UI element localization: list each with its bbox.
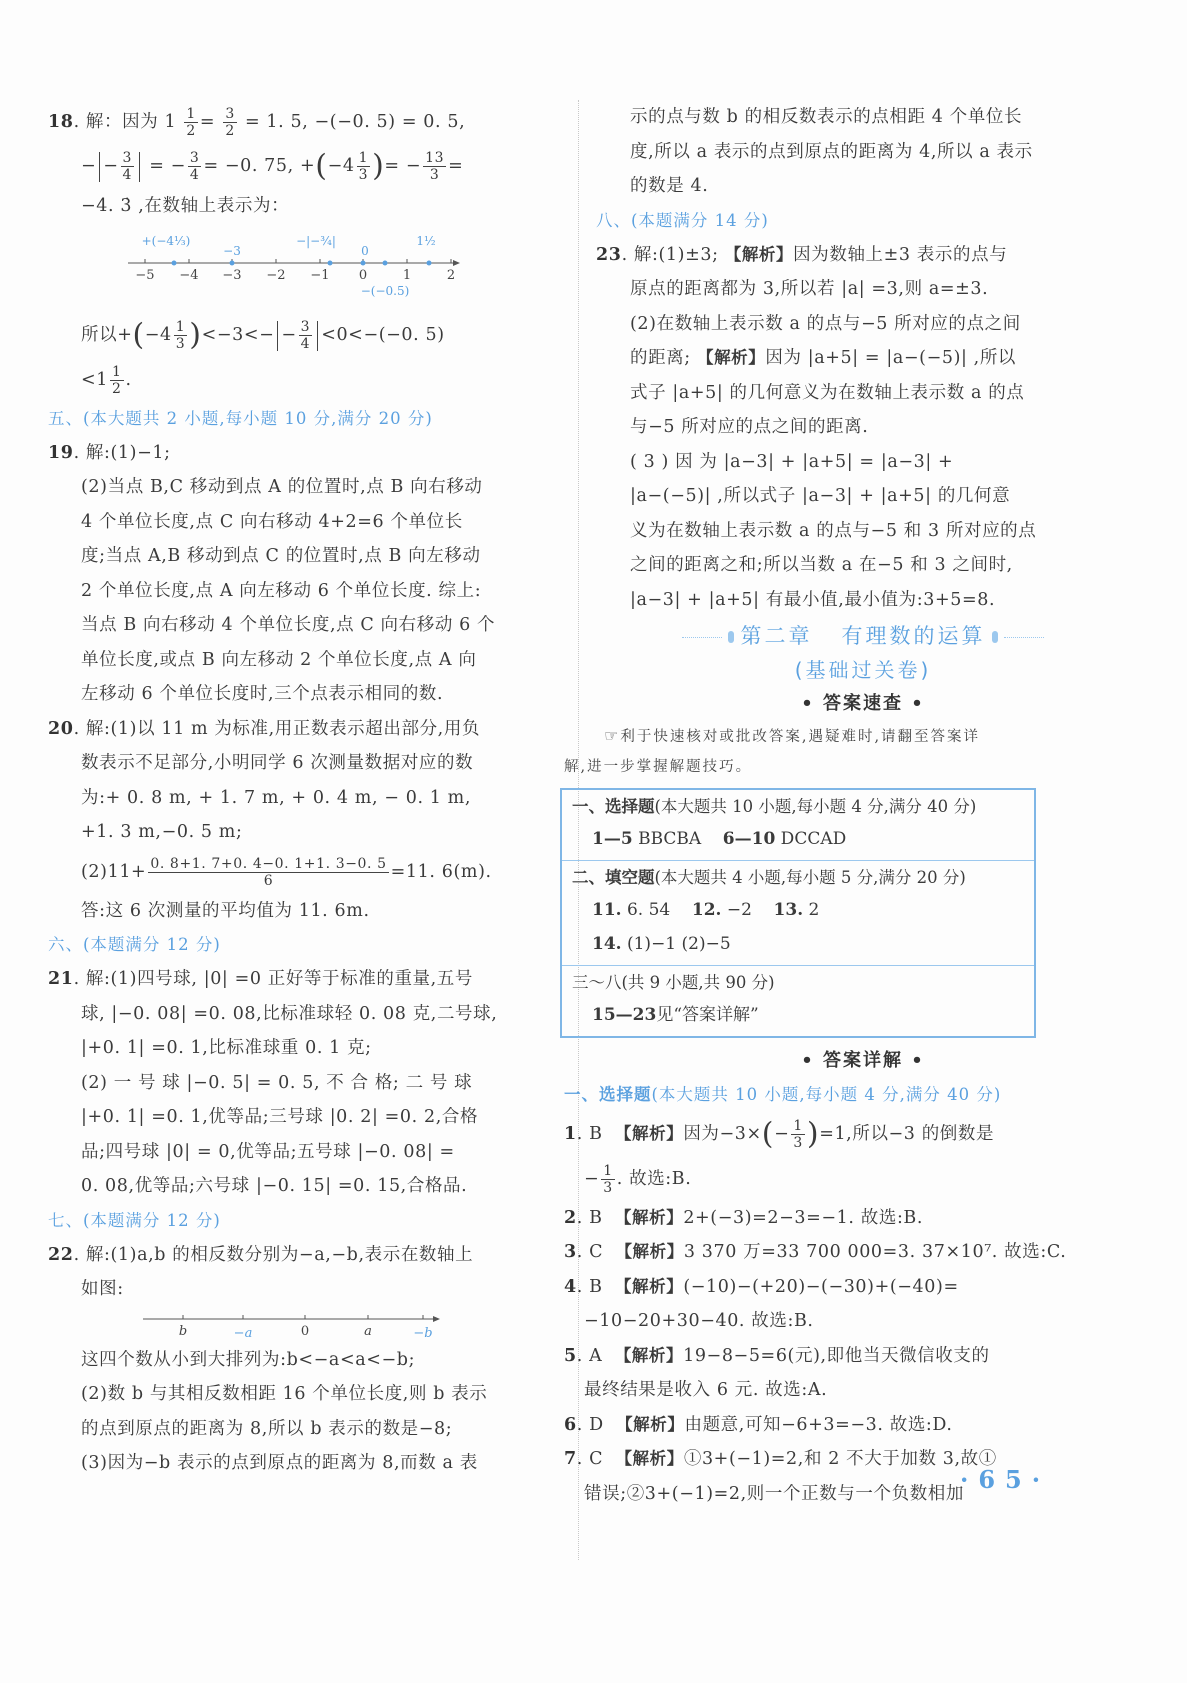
decorative-pill [728,631,734,643]
text: ①3+(−1)=2,和 2 不大于加数 3,故① [683,1449,997,1469]
answer-row-choice [562,790,1034,861]
svg-text:−a: −a [233,1325,253,1341]
fraction [423,150,446,183]
question-number: 1 [564,1124,577,1144]
svg-text:0: 0 [300,1323,310,1339]
question-number: 3 [564,1242,577,1262]
detail-item-5-cont: 最终结果是收入 6 元. 故选:A. [584,1380,828,1400]
question-number: 4 [564,1276,577,1297]
svg-text:+(−4⅓): +(−4⅓) [141,234,191,248]
q23-line: 原点的距离都为 3,所以若 |a| =3,则 a=±3. [630,279,989,299]
svg-text:0: 0 [361,244,369,258]
right-column [564,100,1122,1511]
detail-item-7-cont: 错误;②3+(−1)=2,则一个正数与一个负数相加 [584,1483,965,1504]
row-answers [572,893,1024,927]
question-number: 7 [564,1449,577,1469]
q19-line: 4 个单位长度,点 C 向右移动 4+2=6 个单位长 [81,511,463,532]
question-number: 22 [48,1244,74,1265]
answer-letter: . C [576,1449,604,1469]
number-line-q18 [108,223,556,313]
q23-line1 [596,238,1122,273]
q21-line: 品;四号球 |0| = 0,优等品;五号球 |−0. 08| = [81,1141,455,1162]
q20-calc [48,850,556,894]
svg-text:b: b [178,1323,188,1339]
text: . 解:(1)−1; [73,442,171,463]
fraction [601,1163,615,1196]
text: 因为−3× [683,1124,762,1144]
chapter-title [604,619,1122,653]
fraction [184,106,198,139]
fraction [791,1118,805,1151]
text: − [81,156,97,176]
denominator: 2 [225,123,235,139]
fraction [188,150,202,183]
row-header: 三～八(共 9 小题,共 90 分) [572,973,775,992]
numerator: 1 [186,106,196,122]
detail-item-1: 1. B 【解析】因为−3×(− $\frac{1}{3}$ )=1,所以−3 的倒数是 [564,1116,995,1152]
answer-row-solve [562,966,1034,1036]
svg-text:−3: −3 [222,268,242,283]
answer-value: DCCAD [775,829,847,849]
denominator: 2 [186,123,196,139]
range-label: 6—10 [722,829,776,849]
svg-text:−|−¾|: −|−¾| [296,234,336,248]
text: (−10)−(+20)−(−30)+(−40)= [683,1276,959,1297]
fraction [121,150,135,183]
range-label: 15—23 [592,1005,657,1025]
numerator: 1 [358,150,369,166]
q23-line [604,341,1122,376]
text: 由题意,可知−6+3=−3. 故选:D. [684,1414,953,1435]
svg-text:−5: −5 [135,268,155,283]
q-label: 14. [592,934,622,954]
denominator: 3 [358,167,369,183]
section-type: 一、选择题 [564,1085,652,1104]
fraction [174,319,188,352]
q21-line1 [48,962,556,997]
q22-line: (3)因为−b 表示的点到原点的距离为 8,而数 a 表 [81,1453,478,1473]
text: . 解:(1)以 11 m 为标准,用正数表示超出部分,用负 [73,718,481,739]
q19-line: 左移动 6 个单位长度时,三个点表示相同的数. [81,684,444,704]
q-label: 12. [691,900,722,920]
analysis-label: 【解析】 [616,1414,685,1434]
q22-cont-line: 的数是 4. [630,176,709,196]
section-header-7: 七、(本题满分 12 分) [48,1210,221,1230]
question-number: 19 [48,442,74,463]
q18-line1 [48,100,556,144]
answer-value: 6. 54 [621,900,671,920]
answer-value: BBCBA [632,829,702,849]
svg-text:0: 0 [358,268,368,283]
chapter-name: 有理数的运算 [841,624,986,648]
detail-item-2 [564,1201,1122,1236]
text: . 解:(1)a,b 的相反数分别为−a,−b,表示在数轴上 [73,1244,474,1265]
text: −4 [144,325,172,345]
svg-text:2: 2 [446,268,456,283]
text: . 解：因为 1 [73,112,177,132]
q18-line3: −4. 3̇ ,在数轴上表示为： [81,195,290,216]
numerator: 3 [189,150,200,166]
analysis-label: 【解析】 [614,1276,684,1296]
row-header [572,792,1024,822]
denominator: 3 [603,1179,613,1196]
q20-line: +1. 3 m,−0. 5 m; [81,822,243,842]
text: 3 370 万=33 700 000=3. 37×10⁷. 故选:C. [683,1242,1067,1262]
analysis-label: 【解析】 [614,1124,684,1143]
q18-line5 [48,358,556,402]
text: 因为 |a+5| = |a−(−5)| ,所以 [765,348,1017,368]
question-number: 18 [48,112,74,132]
section-info: (本大题共 10 小题,每小题 4 分,满分 40 分) [651,1085,1002,1104]
detail-item-4-cont: −10−20+30−40. 故选:B. [584,1311,814,1331]
q23-line: |a−(−5)| ,所以式子 |a−3| + |a+5| 的几何意 [630,486,1011,506]
q19-line: 单位长度,或点 B 向左移动 2 个单位长度,点 A 向 [81,649,477,670]
text: . 解:(1)±3; [621,244,725,265]
numerator: 1 [603,1162,613,1179]
section-info: (本大题共 10 小题,每小题 4 分,满分 40 分) [654,797,977,816]
text: −4 [327,156,355,176]
detail-item-6 [564,1408,1122,1443]
q22-line: 如图: [81,1279,124,1299]
text: <1 [81,369,108,390]
answer-letter: . B [576,1124,603,1144]
pointing-hand-icon: ☞ [604,726,621,745]
analysis-label: 【解析】 [615,1242,684,1261]
q19-line: 2 个单位长度,点 A 向左移动 6 个单位长度. 综上: [81,580,482,601]
answer-value: (1)−1 (2)−5 [621,934,731,954]
numerator: 13 [425,150,445,166]
denominator: 6 [263,872,274,889]
analysis-label: 【解析】 [696,348,766,367]
svg-text:1: 1 [402,268,412,283]
q23-line: |a−3| + |a+5| 有最小值,最小值为:3+5=8. [630,589,996,610]
row-answers [572,822,1024,856]
question-number: 2 [564,1207,577,1228]
numerator: 1 [112,363,122,380]
section-header-5: 五、(本大题共 2 小题,每小题 10 分,满分 20 分) [48,408,433,428]
decorative-dash [682,637,722,638]
denominator: 4 [189,167,200,183]
denominator: 3 [793,1135,803,1151]
q22-line: 这四个数从小到大排列为:b<−a<a<−b; [81,1349,416,1370]
text: = [199,112,216,132]
q21-line: |+0. 1| =0. 1,优等品;三号球 |0. 2| =0. 2,合格 [81,1107,479,1127]
answer-summary-table [560,788,1036,1038]
section-header-6: 六、(本题满分 12 分) [48,935,221,954]
answer-letter: . B [576,1276,603,1297]
denominator: 2 [112,380,122,397]
answer-letter: . A [576,1345,603,1366]
number-line-svg [138,1307,448,1343]
q22-line: (2)数 b 与其相反数相距 16 个单位长度,则 b 表示 [81,1384,488,1404]
abs-bar [139,152,140,182]
detail-section-header [564,1078,1122,1112]
analysis-label: 【解析】 [614,1345,684,1365]
q20-line: 数表示不足部分,小明同学 6 次测量数据对应的数 [81,753,474,773]
q23-line: 与−5 所对应的点之间的距离. [630,417,869,437]
answer-letter: . B [576,1207,603,1228]
text: 利于快速核对或批改答案,遇疑难时,请翻至答案详 [620,729,981,745]
text: (2)11+ [81,861,147,882]
q22-line1 [48,1238,556,1273]
denominator: 4 [300,336,311,352]
q22-line: 的点到原点的距离为 8,所以 b 表示的数是−8; [81,1418,453,1439]
decorative-dash [1004,637,1044,638]
detail-item-4 [564,1270,1122,1305]
section-info: (本大题共 4 小题,每小题 5 分,满分 20 分) [654,868,966,887]
q23-line: (2)在数轴上表示数 a 的点与−5 所对应的点之间 [630,313,1021,334]
question-number: 23 [596,244,622,265]
denominator: 3 [175,336,186,352]
chapter-subtitle: (基础过关卷) [794,658,932,682]
fraction [148,856,388,889]
question-number: 6 [564,1414,577,1435]
fraction [299,319,313,352]
q23-line: 式子 |a+5| 的几何意义为在数轴上表示数 a 的点 [630,382,1025,403]
abs-bar [99,152,100,182]
analysis-label: 【解析】 [724,244,794,264]
decorative-pill [992,631,998,643]
text: =1,所以−3 的倒数是 [819,1124,995,1144]
q23-line: 义为在数轴上表示数 a 的点与−5 和 3 所对应的点 [630,520,1037,541]
answer-value: −2 [721,900,752,920]
numerator: 0. 8+1. 7+0. 4−0. 1+1. 3−0. 5 [150,855,387,872]
left-column [48,100,556,1481]
quick-answers-heading: • 答案速查 • [801,693,925,714]
q-label: 11. [592,900,622,920]
text: = − [149,156,186,176]
text: 19−8−5=6(元),即他当天微信收支的 [683,1345,990,1366]
question-number: 21 [48,969,74,989]
svg-text:−4: −4 [179,268,199,283]
q20-line: 为:+ 0. 8 m, + 1. 7 m, + 0. 4 m, − 0. 1 m, [81,787,472,808]
row-header [572,863,1024,893]
svg-text:−2: −2 [266,268,286,283]
text: 2+(−3)=2−3=−1. 故选:B. [683,1207,924,1228]
svg-text:−1: −1 [310,268,330,283]
fraction [357,150,371,183]
fraction [223,106,237,139]
denominator: 4 [122,167,133,183]
text: = [448,156,464,176]
detail-item-3 [564,1235,1122,1270]
text: =11. 6(m). [390,861,492,882]
text: . [125,369,132,390]
question-number: 20 [48,718,74,739]
numerator: 3 [225,106,235,122]
text: 的距离; [630,348,697,368]
svg-text:−(−0.5): −(−0.5) [360,284,410,298]
text: <0<−(−0. 5) [321,325,445,345]
question-number: 5 [564,1345,577,1366]
q19-line: 度;当点 A,B 移动到点 C 的位置时,点 B 向左移动 [81,546,481,566]
q21-line: 球, |−0. 08| =0. 08,比标准球轻 0. 08 克,二号球, [81,1003,498,1024]
q19-line: (2)当点 B,C 移动到点 A 的位置时,点 B 向右移动 [81,477,483,497]
text: . 解:(1)四号球, |0| =0 正好等于标准的重量,五号 [73,969,474,989]
quick-answers-note-cont: 解,进一步掌握解题技巧。 [564,759,753,775]
q23-line: 之间的距离之和;所以当数 a 在−5 和 3 之间时, [630,555,1013,575]
text: 所以+ [81,325,133,345]
page-number: ·65· [960,1465,1051,1494]
denominator: 3 [429,167,440,183]
answer-letter: . D [576,1414,604,1435]
q19-line: 当点 B 向右移动 4 个单位长度,点 C 向右移动 6 个 [81,615,496,635]
text: <−3<− [201,325,275,345]
q18-line2: − − $\frac{3}{4}$ = − $\frac{3}{4}$ = −0. 75, +(−4 $\frac{1}{3}$ )= − $\frac{13}{3}$ = [81,148,464,184]
text: = 1. 5, −(−0. 5) = 0. 5, [245,112,466,132]
chapter-number: 第二章 [740,624,813,648]
text: = −0. 75, + [203,156,316,176]
q21-line: |+0. 1| =0. 1,比标准球重 0. 1 克; [81,1038,372,1058]
q22-cont-line: 示的点与数 b 的相反数表示的点相距 4 个单位长 [630,107,1023,127]
answer-value: 2 [803,900,820,920]
numerator: 1 [793,1118,803,1134]
q20-answer: 答:这 6 次测量的平均值为 11. 6m. [81,900,370,921]
page-number-value: 65 [978,1465,1032,1494]
row-answers [572,927,1024,961]
range-label: 1—5 [592,829,633,849]
number-line-q22 [138,1307,556,1343]
q21-line: (2) 一 号 球 |−0. 5| = 0. 5, 不 合 格; 二 号 球 [81,1072,473,1093]
text: . 故选:B. [616,1168,692,1189]
detail-item-1-cont: − $\frac{1}{3}$ . 故选:B. [584,1162,692,1196]
analysis-label: 【解析】 [615,1449,684,1468]
q21-line: 0. 08,优等品;六号球 |−0. 15| =0. 15,合格品. [81,1176,468,1196]
answer-row-fill [562,861,1034,966]
number-line-svg [108,223,468,313]
answer-value: 见“答案详解” [656,1005,759,1025]
text: = − [384,156,422,176]
q22-cont-line: 度,所以 a 表示的点到原点的距离为 4,所以 a 表示 [630,141,1033,162]
detailed-answers-heading: • 答案详解 • [801,1050,925,1071]
text: 因为数轴上±3 表示的点与 [793,244,1008,265]
svg-text:−b: −b [413,1325,433,1341]
q-label: 13. [773,900,804,920]
quick-answers-note [564,721,1122,752]
answer-letter: . C [576,1242,604,1262]
q20-line1 [48,712,556,747]
q23-line: ( 3 ) 因 为 |a−3| + |a+5| = |a−3| + [630,451,954,472]
svg-text:1½: 1½ [416,234,436,248]
analysis-label: 【解析】 [614,1207,684,1227]
row-answers [572,998,1024,1032]
svg-text:a: a [364,1323,372,1339]
fraction [110,364,124,397]
numerator: 1 [175,319,186,335]
q18-line4: 所以+(−4 $\frac{1}{3}$ )<−3<− − $\frac{3}{4}$ <0<−(−0. 5) [81,317,445,353]
detail-item-5 [564,1339,1122,1374]
section-type: 一、选择题 [572,797,655,816]
q19-line1 [48,436,556,471]
abs-bar [277,321,278,351]
text: − [281,325,297,345]
numerator: 3 [122,150,133,166]
svg-text:−3: −3 [223,244,241,258]
numerator: 3 [300,319,311,335]
abs-bar [317,321,318,351]
section-header-8: 八、(本题满分 14 分) [596,210,769,230]
section-type: 二、填空题 [572,868,655,887]
